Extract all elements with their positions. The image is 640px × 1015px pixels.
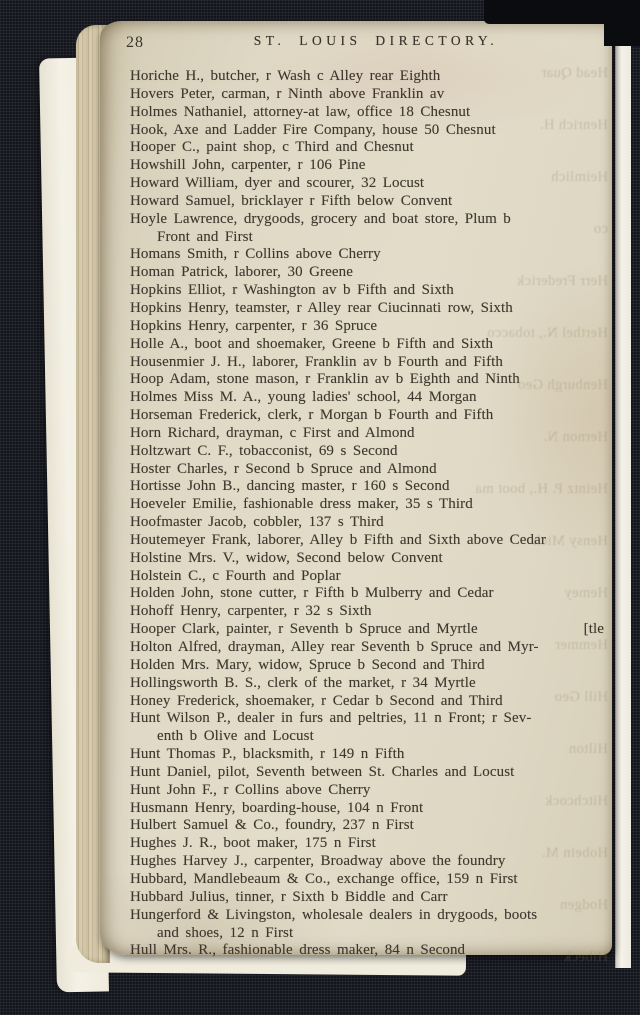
entry-text: Hunt Wilson P., dealer in furs and peltries, 11 n Front; r Sev-: [130, 710, 532, 727]
directory-entry: [130, 817, 608, 835]
directory-entry: [130, 175, 608, 193]
directory-entry: [130, 425, 608, 443]
bleedthrough-line: Hitchcock: [544, 793, 608, 809]
bleedthrough-line: Hibeck: [563, 949, 608, 965]
directory-entry: [130, 407, 608, 425]
cover-corner-right: [604, 0, 640, 46]
entry-text: Hovers Peter, carman, r Ninth above Franklin av: [130, 85, 445, 102]
entry-text: Homans Smith, r Collins above Cherry: [130, 246, 381, 263]
entry-text: Holden Mrs. Mary, widow, Spruce b Second and Third: [130, 656, 485, 673]
directory-entry: [130, 907, 608, 925]
entry-text: Hoeveler Emilie, fashionable dress maker, 35 s Third: [130, 496, 473, 513]
entry-text: Hortisse John B., dancing master, r 160 s Second: [130, 478, 450, 495]
entry-text: Holmes Nathaniel, attorney-at law, office 18 Chesnut: [130, 103, 471, 120]
entry-text: Hohoff Henry, carpenter, r 32 s Sixth: [130, 603, 372, 620]
directory-list: [130, 68, 608, 960]
directory-entry: [130, 246, 608, 264]
directory-entry: [130, 925, 608, 943]
page-title: ST. LOUIS DIRECTORY.: [253, 33, 499, 48]
entry-text: Houtemeyer Frank, laborer, Alley b Fifth and Sixth above Cedar: [130, 531, 546, 548]
directory-entry: [130, 193, 608, 211]
directory-entry: [130, 746, 608, 764]
entry-text: Holstine Mrs. V., widow, Second below Convent: [130, 549, 443, 566]
directory-entry: [130, 764, 608, 782]
directory-entry: [130, 728, 608, 746]
entry-text: Honey Frederick, shoemaker, r Cedar b Second and Third: [130, 692, 503, 709]
directory-entry: [130, 157, 608, 175]
entry-text: Hopkins Henry, teamster, r Alley rear Ciucinnati row, Sixth: [130, 299, 513, 316]
bleedthrough-line: Head Quar: [541, 65, 608, 81]
entry-text: Hubbard, Mandlebeaum & Co., exchange office, 159 n First: [130, 870, 518, 887]
directory-entry: [130, 675, 608, 693]
entry-text: Hoyle Lawrence, drygoods, grocery and boat store, Plum b: [130, 210, 511, 227]
bleedthrough-line: Hemmer: [554, 637, 608, 653]
directory-entry: [130, 139, 608, 157]
directory-entry: [130, 871, 608, 889]
directory-entry: [130, 229, 608, 247]
directory-entry: [130, 68, 608, 86]
entry-text: Hook, Axe and Ladder Fire Company, house 50 Chesnut: [130, 121, 496, 138]
directory-entry: [130, 568, 608, 586]
directory-entry: [130, 461, 608, 479]
directory-entry: [130, 942, 608, 960]
directory-entry: [130, 478, 608, 496]
entry-text: Horseman Frederick, clerk, r Morgan b Fourth and Fifth: [130, 407, 494, 424]
entry-text: Holtzwart C. F., tobacconist, 69 s Second: [130, 442, 398, 459]
entry-text: Holton Alfred, drayman, Alley rear Seventh b Spruce and Myr-: [130, 639, 539, 655]
entry-text: Hunt Daniel, pilot, Seventh between St. Charles and Locust: [130, 763, 515, 780]
page-number: 28: [126, 34, 144, 51]
bleedthrough-line: Heimlich: [550, 169, 608, 185]
directory-entry: [130, 443, 608, 461]
directory-page: [100, 21, 612, 965]
directory-entry: [130, 86, 608, 104]
entry-text: Hopkins Henry, carpenter, r 36 Spruce: [130, 317, 378, 334]
directory-entry: [130, 318, 608, 336]
bleedthrough-line: Henburgh Geo: [517, 377, 608, 393]
directory-entry: [130, 639, 608, 657]
directory-entry: [130, 585, 608, 603]
directory-entry: [130, 835, 608, 853]
bleedthrough-line: Hensy Mich: [532, 533, 608, 549]
next-page-edge: [615, 28, 631, 968]
entry-text: Holstein C., c Fourth and Poplar: [130, 567, 341, 584]
directory-entry: [130, 800, 608, 818]
directory-entry: [130, 211, 608, 229]
entry-text: Holden John, stone cutter, r Fifth b Mulberry and Cedar: [130, 585, 494, 602]
bleedthrough-line: Hobein M.: [541, 845, 608, 861]
bleedthrough-line: Heintz P. H., boot ma: [475, 481, 608, 497]
entry-text: Hooper Clark, painter, r Seventh b Spruce and Myrtle: [130, 621, 478, 638]
bleedthrough-line: Hilton: [568, 741, 608, 757]
entry-text: Hungerford & Livingston, wholesale dealers in drygoods, boots: [130, 906, 538, 923]
entry-text: Howard Samuel, bricklayer r Fifth below Convent: [130, 192, 453, 209]
entry-text: enth b Olive and Locust: [157, 728, 314, 745]
directory-entry: [130, 782, 608, 800]
entry-text: Hunt Thomas P., blacksmith, r 149 n Fifth: [130, 746, 405, 763]
entry-text: Hoofmaster Jacob, cobbler, 137 s Third: [130, 514, 384, 531]
directory-entry: [130, 264, 608, 282]
entry-text: Hoster Charles, r Second b Spruce and Almond: [130, 460, 437, 477]
directory-entry: [130, 371, 608, 389]
bleedthrough-line: Henrich H.: [539, 117, 608, 133]
directory-entry: [130, 514, 608, 532]
directory-entry: [130, 603, 608, 621]
directory-entry: [130, 104, 608, 122]
directory-entry: [130, 389, 608, 407]
entry-text: Hull Mrs. R., fashionable dress maker, 84 n Second: [130, 942, 466, 959]
bleedthrough-line: Hill Geo: [554, 689, 608, 705]
entry-text: Horiche H., butcher, r Wash c Alley rear Eighth: [130, 68, 441, 84]
directory-entry: [130, 550, 608, 568]
entry-text: Holmes Miss M. A., young ladies' school, 44 Morgan: [130, 389, 477, 406]
directory-entry: [130, 496, 608, 514]
entry-text: Hubbard Julius, tinner, r Sixth b Biddle and Carr: [130, 888, 448, 905]
entry-text: Husmann Henry, boarding-house, 104 n Front: [130, 799, 424, 816]
directory-entry: [130, 354, 608, 372]
entry-text: Howshill John, carpenter, r 106 Pine: [130, 157, 366, 174]
directory-entry: [130, 532, 608, 550]
entry-text: Horn Richard, drayman, c First and Almond: [130, 424, 415, 441]
entry-text: Hopkins Elliot, r Washington av b Fifth and Sixth: [130, 282, 454, 299]
directory-entry: [130, 889, 608, 907]
entry-text: Hughes Harvey J., carpenter, Broadway above the foundry: [130, 853, 506, 870]
bleedthrough-line: co: [593, 221, 608, 237]
bleedthrough-line: Herr Frederick: [516, 273, 608, 289]
entry-text: Hollingsworth B. S., clerk of the market, r 34 Myrtle: [130, 674, 476, 691]
entry-text: Holle A., boot and shoemaker, Greene b Fifth and Sixth: [130, 335, 494, 352]
bleedthrough-line: Hernon N.: [543, 429, 608, 445]
entry-text: and shoes, 12 n First: [157, 924, 294, 941]
entry-text: Hoop Adam, stone mason, r Franklin av b Eighth and Ninth: [130, 371, 520, 388]
directory-entry: [130, 336, 608, 354]
directory-entry: [130, 300, 608, 318]
directory-entry: [130, 657, 608, 675]
bleedthrough-line: Hodgen: [559, 897, 608, 913]
entry-text: Hooper C., paint shop, c Third and Chesnut: [130, 139, 414, 156]
entry-text: Hulbert Samuel & Co., foundry, 237 n First: [130, 817, 414, 834]
entry-text: Howard William, dyer and scourer, 32 Locust: [130, 175, 425, 192]
bleedthrough-line: Hemey: [564, 585, 608, 601]
directory-entry: [130, 710, 608, 728]
entry-text: Homan Patrick, laborer, 30 Greene: [130, 264, 354, 281]
bleedthrough-line: Herthel N., tobacco: [486, 325, 608, 341]
directory-entry: [130, 693, 608, 711]
entry-text: Hunt John F., r Collins above Cherry: [130, 781, 371, 798]
directory-entry: [130, 853, 608, 871]
entry-text: Hughes J. R., boot maker, 175 n First: [130, 835, 376, 852]
entry-text: Housenmier J. H., laborer, Franklin av b Fourth and Fifth: [130, 353, 504, 370]
catchword: [tle: [583, 621, 604, 638]
directory-entry: [130, 621, 608, 639]
directory-entry: [130, 122, 608, 140]
page-header: [100, 33, 612, 53]
entry-text: Front and First: [157, 228, 253, 245]
directory-entry: [130, 282, 608, 300]
